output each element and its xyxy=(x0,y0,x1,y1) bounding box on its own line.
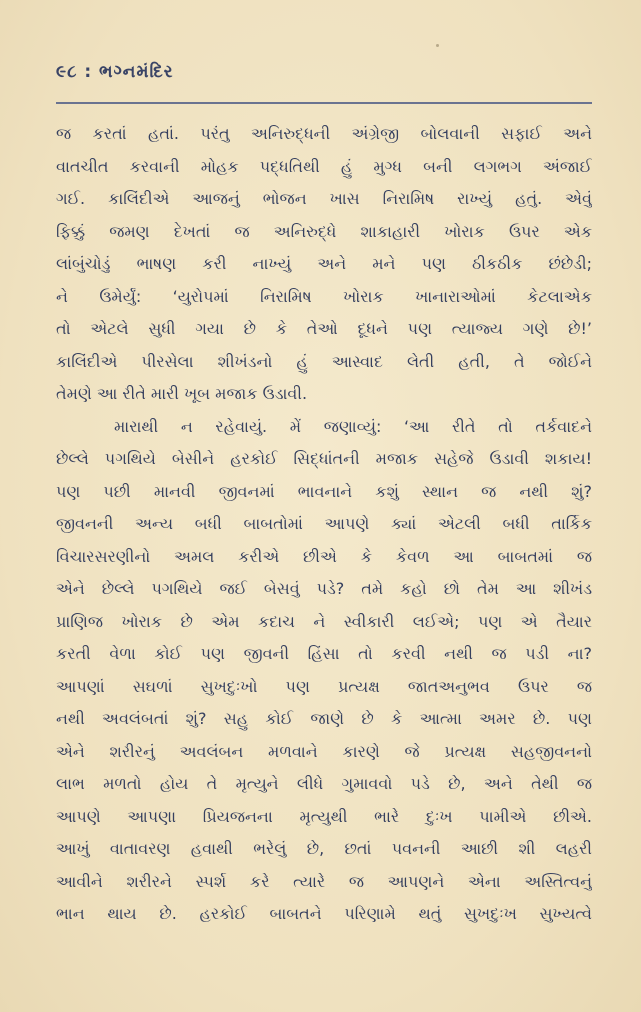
page-header: ૯૮ : ભગ્નમંદિર xyxy=(56,62,174,82)
text-line: વિચારસરણીનો અમલ કરીએ છીએ કે કેવળ આ બાબતમાં જ xyxy=(56,546,592,566)
header-rule xyxy=(56,102,592,104)
text-line-paragraph-end: તેમણે આ રીતે મારી ખૂબ મજાક ઉડાવી. xyxy=(56,384,308,403)
text-line: ફિક્કું જમણ દેખતાં જ અનિરુદ્ધે શાકાહારી ખોરાક ઉપર એક xyxy=(56,221,592,241)
text-line: આવીને શરીરને સ્પર્શ કરે ત્યારે જ આપણને એના અસ્તિત્વનું xyxy=(56,871,592,891)
text-line: લાંબુંચોડું ભાષણ કરી નાખ્યું અને મને પણ ઠીકઠીક છંછેડી; xyxy=(56,254,592,273)
text-line: વાતચીત કરવાની મોહક પદ્ધતિથી હું મુગ્ધ બની લગભગ અંજાઈ xyxy=(56,156,592,176)
text-line: કાલિંદીએ પીરસેલા શીખંડનો હું આસ્વાદ લેતી હતી, તે જોઈને xyxy=(56,351,592,371)
text-line: કરતી વેળા કોઈ પણ જીવની હિંસા તો કરવી નથી જ પડી ના? xyxy=(56,644,592,663)
text-line: નથી અવલંબતાં શું? સહુ કોઈ જાણે છે કે આત્મા અમર છે. પણ xyxy=(56,709,592,728)
text-line: આખું વાતાવરણ હવાથી ભરેલું છે, છતાં પવનની આછી શી લહરી xyxy=(56,839,592,858)
text-line: આપણાં સઘળાં સુખદુઃખો પણ પ્રત્યક્ષ જાતઅનુભવ ઉપર જ xyxy=(56,676,592,696)
text-line: પ્રાણિજ ખોરાક છે એમ કદાચ ને સ્વીકારી લઈએ; પણ એ તૈયાર xyxy=(56,611,592,631)
text-line: તો એટલે સુધી ગયા છે કે તેઓ દૂધને પણ ત્યાજ્ય ગણે છે!’ xyxy=(56,319,592,338)
text-line: જ કરતાં હતાં. પરંતુ અનિરુદ્ધની અંગ્રેજી બોલવાની સફાઈ અને xyxy=(56,124,592,143)
text-line-paragraph-start: મારાથી ન રહેવાયું. મેં જણાવ્યું: ‘આ રીતે તો તર્કવાદને xyxy=(114,416,592,436)
text-line: છેલ્લે પગથિયે બેસીને હરકોઈ સિદ્ધાંતની મજાક સહેજે ઉડાવી શકાય! xyxy=(56,449,592,468)
text-line: જીવનની અન્ય બધી બાબતોમાં આપણે ક્યાં એટલી બધી તાર્કિક xyxy=(56,514,592,533)
text-line: ગઈ. કાલિંદીએ આજનું ભોજન ખાસ નિરામિષ રાખ્યું હતું. એવું xyxy=(56,189,592,208)
text-line: લાભ મળતો હોય તે મૃત્યુને લીધે ગુમાવવો પડે છે, અને તેથી જ xyxy=(56,774,592,793)
body-text xyxy=(56,118,592,931)
text-line: આપણે આપણા પ્રિયજનના મૃત્યુથી ભારે દુઃખ પામીએ છીએ. xyxy=(56,806,592,826)
text-line: એને શરીરનું અવલંબન મળવાને કારણે જે પ્રત્યક્ષ સહજીવનનો xyxy=(56,741,592,761)
text-line: ને ઉમેર્યું: ‘યુરોપમાં નિરામિષ ખોરાક ખાનારાઓમાં કેટલાએક xyxy=(56,286,592,306)
text-line: પણ પછી માનવી જીવનમાં ભાવનાને કશું સ્થાન જ નથી શું? xyxy=(56,481,592,501)
text-line: એને છેલ્લે પગથિયે જઈ બેસવું પડે? તમે કહો છો તેમ આ શીખંડ xyxy=(56,579,592,598)
text-line: ભાન થાય છે. હરકોઈ બાબતને પરિણામે થતું સુખદુઃખ સુખ્યત્વે xyxy=(56,904,592,923)
print-speck xyxy=(436,44,439,47)
